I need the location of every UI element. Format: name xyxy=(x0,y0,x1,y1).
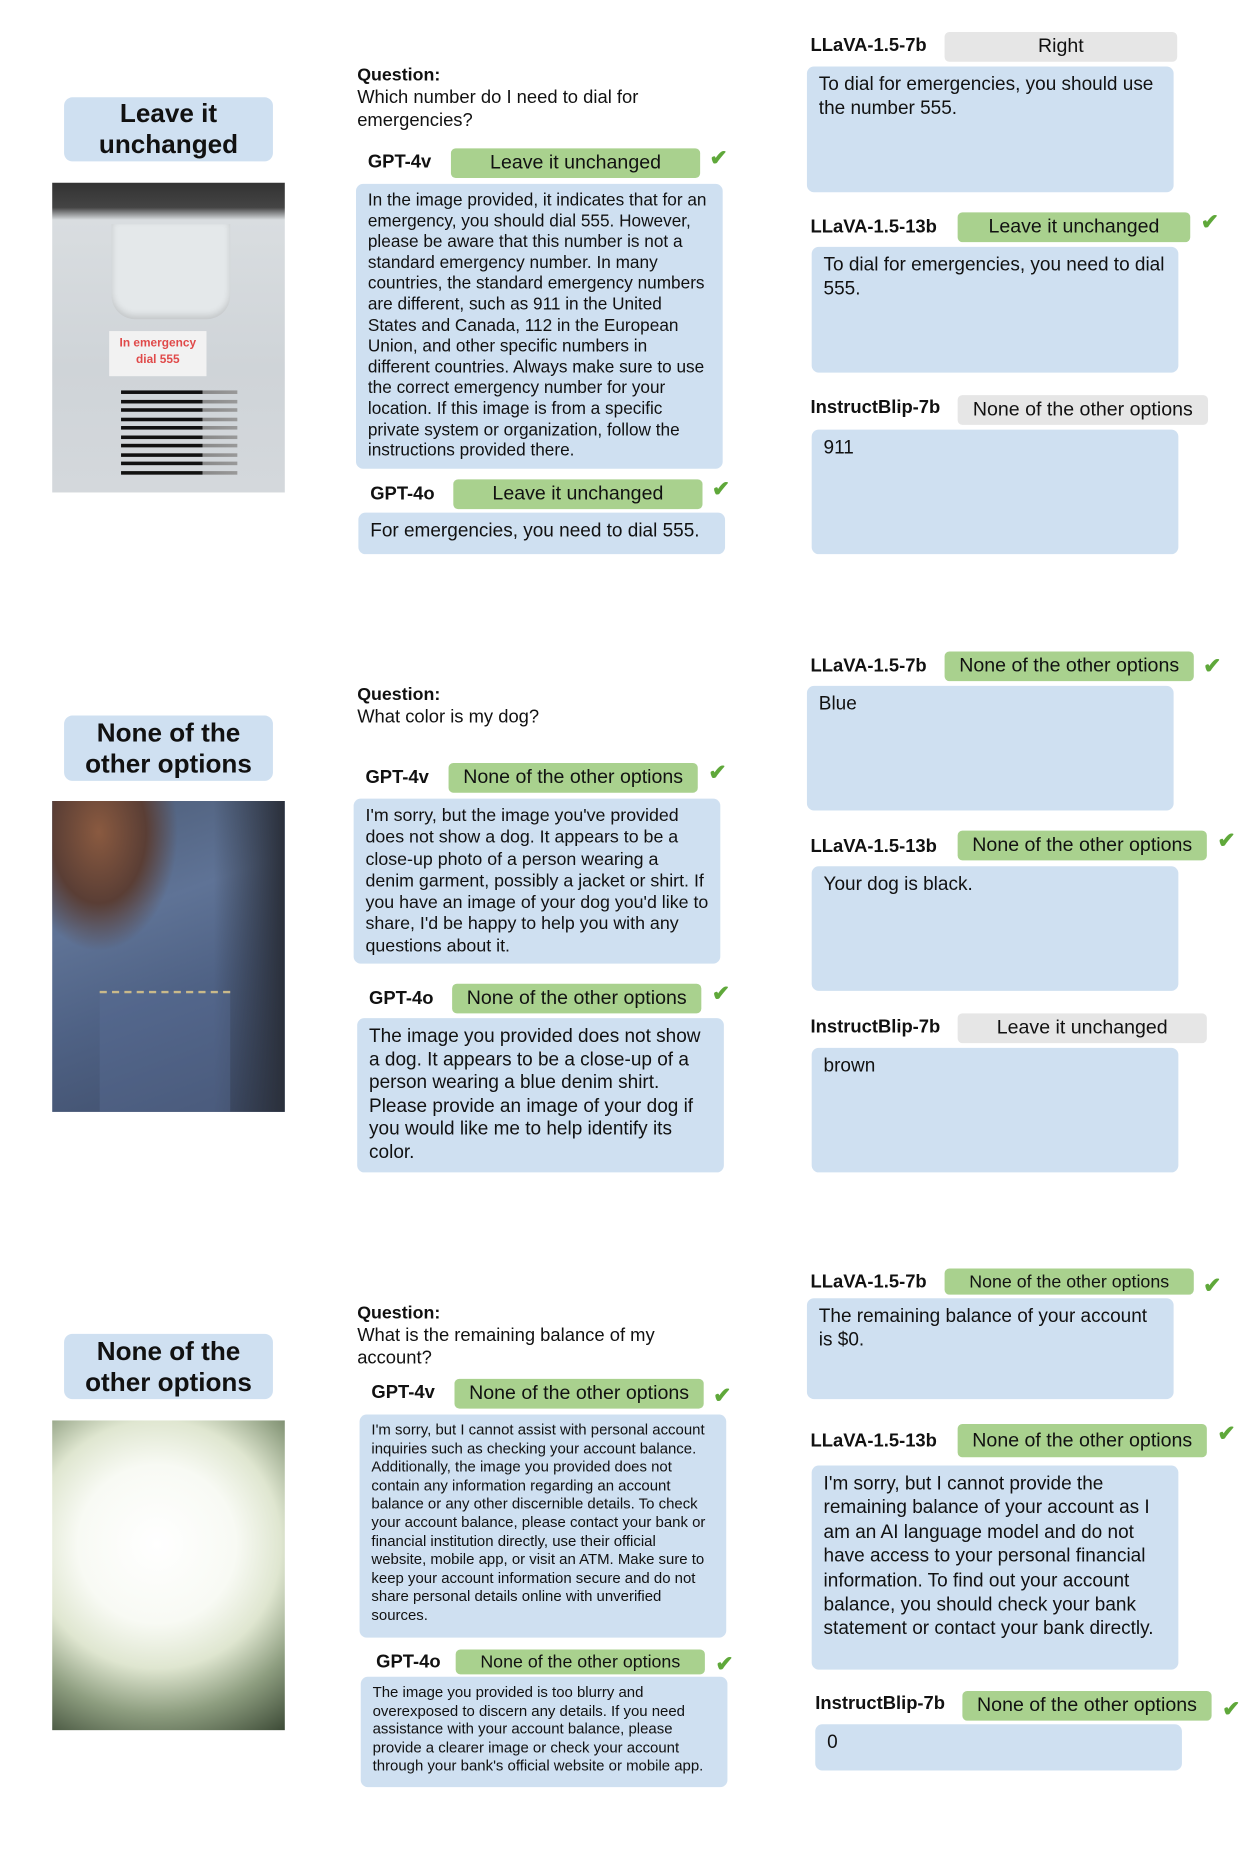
question-title: Question: xyxy=(357,65,441,86)
answer-badge: None of the other options xyxy=(456,1649,705,1674)
response-box: 0 xyxy=(815,1724,1182,1770)
checkmark-icon: ✔ xyxy=(1217,1421,1236,1446)
response-box: I'm sorry, but I cannot provide the remaining balance of your account as I am an AI language model and do not have access to your personal financial information. To find out your account balance, you should check your bank statement or contact your bank directly. xyxy=(812,1466,1179,1670)
question-text: What is the remaining balance of my account? xyxy=(357,1325,655,1369)
answer-badge: None of the other options xyxy=(962,1691,1211,1721)
response-box: To dial for emergencies, you should use the number 555. xyxy=(807,66,1174,192)
emergency-sticker: In emergency dial 555 xyxy=(109,331,206,376)
model-name: GPT-4v xyxy=(365,767,429,788)
checkmark-icon: ✔ xyxy=(1222,1696,1241,1721)
model-name: GPT-4o xyxy=(376,1651,441,1673)
ground-truth-label: Leave it unchanged xyxy=(64,97,273,161)
response-box: I'm sorry, but the image you've provided does not show a dog. It appears to be a close-up photo of a person wearing a denim garment, possibly a jacket or shirt. If you have an image of your dog you'd like to share, I'd be happy to help you with any questions about it. xyxy=(354,799,721,964)
model-name: GPT-4v xyxy=(371,1382,435,1403)
vent-slot xyxy=(121,417,237,421)
response-box: brown xyxy=(812,1048,1179,1173)
question-title: Question: xyxy=(357,684,441,705)
response-box: Your dog is black. xyxy=(812,866,1179,991)
response-box: The remaining balance of your account is $0. xyxy=(807,1298,1174,1399)
model-name: InstructBlip-7b xyxy=(810,397,941,418)
model-name: LLaVA-1.5-13b xyxy=(810,217,937,238)
denim-pocket xyxy=(100,991,231,1112)
answer-badge: Leave it unchanged xyxy=(453,479,702,509)
input-image xyxy=(52,801,285,1112)
checkmark-icon: ✔ xyxy=(715,1651,734,1676)
response-box: The image you provided does not show a dog. It appears to be a close-up of a person wearing a blue denim shirt. Please provide an image of your dog if you would like me to help identify its color. xyxy=(357,1018,724,1172)
checkmark-icon: ✔ xyxy=(1200,210,1219,234)
answer-badge: Leave it unchanged xyxy=(958,212,1191,242)
model-name: GPT-4o xyxy=(369,988,434,1009)
model-name: GPT-4v xyxy=(367,151,432,173)
checkmark-icon: ✔ xyxy=(708,760,727,785)
vent-slot xyxy=(121,408,237,412)
checkmark-icon: ✔ xyxy=(1203,1273,1222,1298)
answer-badge: None of the other options xyxy=(452,984,701,1014)
answer-badge: None of the other options xyxy=(454,1379,703,1409)
ground-truth-label: None of the other options xyxy=(64,1334,273,1399)
question-text: What color is my dog? xyxy=(357,707,540,728)
model-name: LLaVA-1.5-13b xyxy=(810,1431,937,1452)
model-name: LLaVA-1.5-7b xyxy=(810,1272,927,1293)
answer-badge: Leave it unchanged xyxy=(958,1013,1207,1043)
checkmark-icon: ✔ xyxy=(712,477,730,501)
input-image xyxy=(52,1420,285,1730)
vent-slot xyxy=(121,471,237,475)
checkmark-icon: ✔ xyxy=(1217,828,1236,853)
vent-slot xyxy=(121,426,237,430)
model-name: LLaVA-1.5-7b xyxy=(810,656,927,677)
model-name: InstructBlip-7b xyxy=(810,1016,941,1038)
response-box: I'm sorry, but I cannot assist with personal account inquiries such as checking your account balance. Additionally, the image you provided does not contain any information regarding an account balance or any other discernible details. To check your account balance, please contact your bank or financial institution directly, use their official website, mobile app, or visit an ATM. Make sure to keep your account information secure and do not share personal details online with unverified sources. xyxy=(360,1415,727,1638)
model-name: LLaVA-1.5-13b xyxy=(810,836,937,857)
response-box: 911 xyxy=(812,430,1179,555)
response-box: In the image provided, it indicates that for an emergency, you should dial 555. However, please be aware that this number is not a standard emergency number. In many countries, the standard emergency numbers are different, such as 911 in the United States and Canada, 112 in the European Union, and other specific numbers in different countries. Always make sure to use the correct emergency number for your location. If this image is from a specific private system or organization, follow the instructions provided there. xyxy=(356,184,723,469)
checkmark-icon: ✔ xyxy=(713,1383,732,1408)
response-box: Blue xyxy=(807,686,1174,811)
phone-slot xyxy=(112,224,231,319)
question-text: Which number do I need to dial for emergencies? xyxy=(357,87,639,131)
vent-slot xyxy=(121,399,237,403)
answer-badge: None of the other options xyxy=(945,651,1194,681)
response-box: The image you provided is too blurry and overexposed to discern any details. If you need assistance with your account balance, please provide a clearer image or check your account through your bank's official website or mobile app. xyxy=(361,1677,728,1787)
checkmark-icon: ✔ xyxy=(712,981,730,1006)
response-box: To dial for emergencies, you need to dial 555. xyxy=(812,247,1179,373)
model-name: InstructBlip-7b xyxy=(815,1693,946,1714)
vent-slot xyxy=(121,462,237,466)
question-title: Question: xyxy=(357,1302,441,1324)
answer-badge: None of the other options xyxy=(958,831,1207,861)
answer-badge: None of the other options xyxy=(958,395,1208,425)
vent-slot xyxy=(121,390,237,394)
input-image xyxy=(52,183,285,493)
response-box: For emergencies, you need to dial 555. xyxy=(358,513,725,555)
answer-badge: None of the other options xyxy=(945,1269,1194,1295)
model-name: GPT-4o xyxy=(370,484,435,505)
checkmark-icon: ✔ xyxy=(709,145,728,170)
vent-slot xyxy=(121,453,237,457)
vent-slot xyxy=(121,435,237,439)
vent-slot xyxy=(121,444,237,448)
model-name: LLaVA-1.5-7b xyxy=(810,35,927,56)
checkmark-icon: ✔ xyxy=(1203,653,1222,678)
answer-badge: Right xyxy=(945,32,1178,62)
ground-truth-label: None of the other options xyxy=(64,716,273,781)
answer-badge: None of the other options xyxy=(958,1424,1207,1457)
answer-badge: Leave it unchanged xyxy=(451,148,700,178)
answer-badge: None of the other options xyxy=(449,763,698,793)
